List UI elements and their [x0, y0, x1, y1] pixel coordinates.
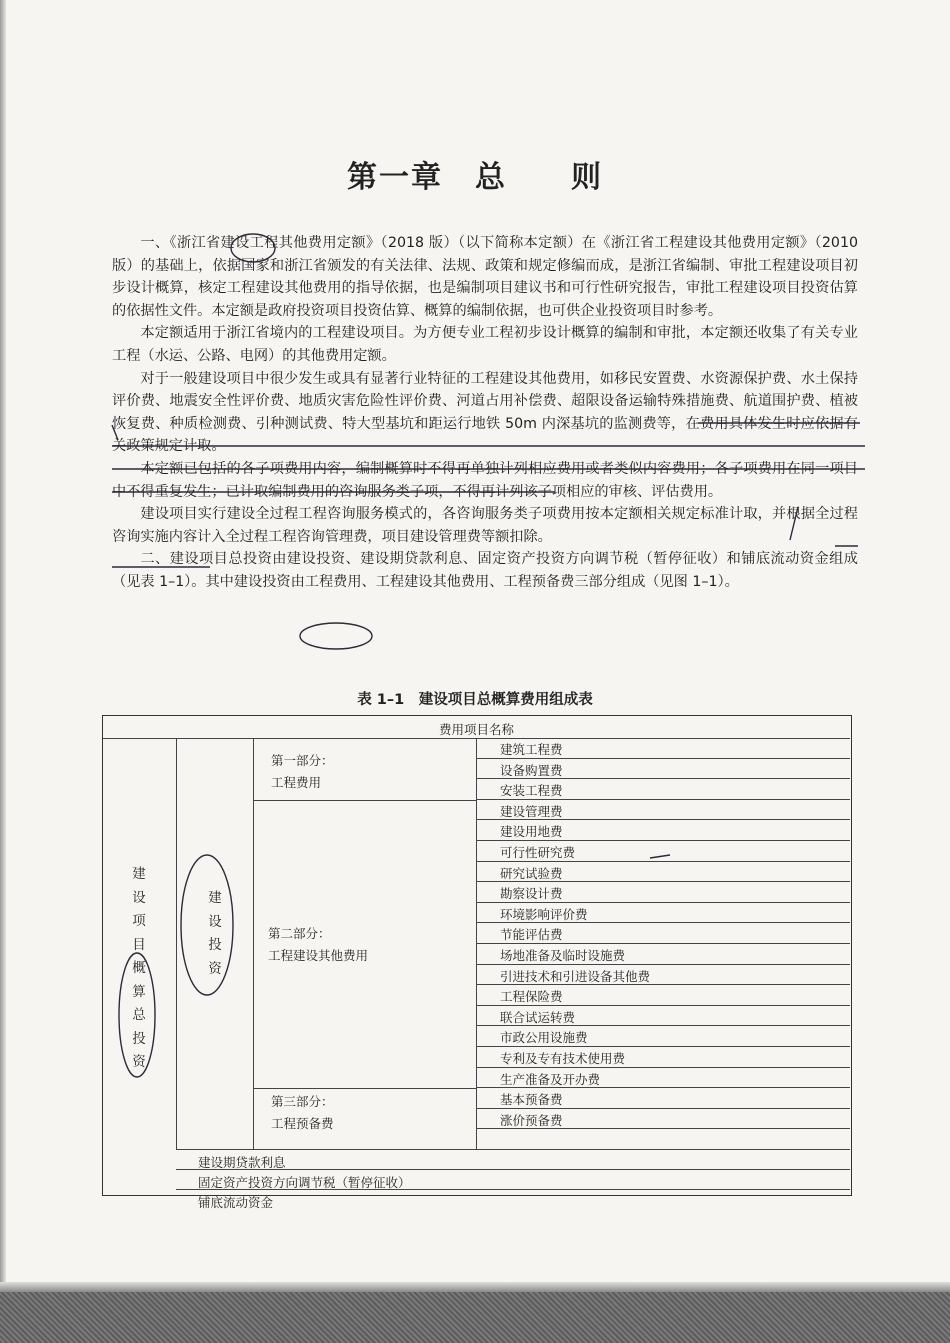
col-total-investment-char: 建 — [132, 866, 146, 882]
table-cell-item: 引进技术和引进设备其他费 — [500, 968, 651, 984]
col-construction-investment-label — [205, 887, 225, 981]
row-working-capital: 铺底流动资金 — [198, 1195, 274, 1210]
table-caption: 表 1–1 建设项目总概算费用组成表 — [357, 692, 593, 708]
part3-label — [271, 1091, 334, 1135]
table-row — [476, 1109, 850, 1130]
part1-label — [271, 750, 334, 794]
col-total-investment-char: 项 — [132, 913, 146, 929]
table-row — [476, 985, 850, 1006]
table-cell-item: 勘察设计费 — [500, 886, 563, 902]
circle-mark-2 — [300, 623, 372, 649]
col-total-investment-char: 算 — [132, 983, 146, 1000]
table-row — [476, 882, 850, 903]
table-cell-item: 基本预备费 — [500, 1092, 563, 1108]
scan-bottom-border — [0, 1292, 950, 1343]
table-cell-item: 场地准备及临时设施费 — [500, 948, 626, 963]
table-row — [476, 1088, 850, 1109]
table-row — [476, 738, 850, 759]
col-construction-investment-char: 资 — [208, 960, 222, 977]
table-row — [476, 800, 850, 821]
table-cell-item: 节能评估费 — [500, 927, 563, 943]
table-cell-item: 生产准备及开办费 — [500, 1071, 601, 1087]
table-cell-item: 可行性研究费 — [500, 845, 576, 860]
chapter-body — [112, 232, 858, 594]
table-row — [476, 759, 850, 780]
part1-line2: 工程费用 — [271, 775, 322, 790]
table-row — [476, 1068, 850, 1089]
paragraph-4: 本定额已包括的各子项费用内容，编制概算时不得再单独计列相应费用或者类似内容费用；各子项费用在同一项目中不得重复发生；已计取编制费用的咨询服务类子项，不得再计列该子项相应的审核、评估费用。 — [112, 460, 858, 500]
cost-composition-table — [102, 715, 852, 1210]
table-cell-item: 研究试验费 — [500, 865, 563, 881]
chapter-title-word-2: 则 — [571, 160, 603, 195]
paragraph-6: 二、建设项目总投资由建设投资、建设期贷款利息、固定资产投资方向调节税（暂停征收）和铺底流动资金组成（见表 1–1）。其中建设投资由工程费用、工程建设其他费用、工程预备费三部分组成（见图 1–1）。 — [112, 551, 858, 590]
row-loan-interest: 建设期贷款利息 — [198, 1155, 286, 1170]
col-total-investment-char: 目 — [132, 936, 146, 953]
table-row — [476, 1006, 850, 1027]
table-header: 费用项目名称 — [438, 722, 514, 737]
table-cell-item: 专利及专有技术使用费 — [500, 1051, 626, 1066]
col-construction-investment-char: 投 — [208, 937, 222, 953]
paragraph-5: 建设项目实行建设全过程工程咨询服务模式的，各咨询服务类子项费用按本定额相关规定标准计取，并根据全过程咨询实施内容计入全过程工程咨询管理费，项目建设管理费等额扣除。 — [112, 506, 858, 545]
chapter-title-word-1: 总 — [475, 160, 507, 195]
table-cell-item: 设备购置费 — [500, 762, 563, 778]
table-row — [476, 779, 850, 800]
part2-line1: 第二部分： — [268, 926, 331, 941]
part2-label — [268, 923, 368, 967]
table-row — [476, 1047, 850, 1068]
chapter-number: 第一章 — [347, 160, 443, 195]
col-construction-investment-char: 设 — [208, 913, 222, 930]
col-construction-investment-char: 建 — [208, 890, 222, 906]
table-cell-item: 联合试运转费 — [500, 1009, 576, 1025]
table-cell-item: 市政公用设施费 — [500, 1030, 588, 1046]
col-total-investment-char: 资 — [132, 1054, 146, 1070]
table-row — [476, 944, 850, 965]
scan-shadow — [0, 1282, 950, 1292]
table-row — [476, 965, 850, 986]
paragraph-2: 本定额适用于浙江省境内的工程建设项目。为方便专业工程初步设计概算的编制和审批，本定额还收集了有关专业工程（水运、公路、电网）的其他费用定额。 — [112, 325, 858, 364]
col-total-investment-char: 设 — [132, 889, 146, 906]
table-cell-item: 涨价预备费 — [500, 1112, 563, 1128]
table-row — [476, 820, 850, 841]
part3-line2: 工程预备费 — [271, 1116, 334, 1131]
table-cell-item: 建设管理费 — [500, 803, 563, 819]
table-cell-item: 建设用地费 — [500, 824, 563, 840]
row-adjustment-tax: 固定资产投资方向调节税（暂停征收） — [198, 1175, 411, 1190]
part1-line1: 第一部分： — [271, 753, 334, 768]
table-row — [476, 841, 850, 862]
part3-line1: 第三部分： — [271, 1094, 334, 1109]
col-total-investment-char: 投 — [132, 1030, 146, 1047]
col-total-investment-label — [129, 863, 149, 1075]
col-total-investment-char: 概 — [132, 960, 146, 976]
paragraph-1: 一、《浙江省建设工程其他费用定额》（2018 版）（以下简称本定额）在《浙江省工程建设其他费用定额》（2010 版）的基础上，依据国家和浙江省颁发的有关法律、法规、政策和规定修编而成，是浙江省编制、审批工程建设项目初步设计概算，核定工程建设其他费用的指导依据，也是编制项目建议书和可行性研究报告，审批工程建设项目投资估算的依据性文件。本定额是政府投资项目投资估算、概算的编制依据，也可供企业投资项目时参考。 — [112, 235, 858, 319]
table-cell-item: 建筑工程费 — [500, 742, 563, 757]
table-cell-item: 环境影响评价费 — [500, 906, 588, 922]
table-row — [476, 862, 850, 883]
table-row — [476, 903, 850, 924]
part2-line2: 工程建设其他费用 — [268, 948, 369, 963]
page-edge-shadow — [0, 0, 6, 1343]
paragraph-3: 对于一般建设项目中很少发生或具有显著行业特征的工程建设其他费用，如移民安置费、水资源保护费、水土保持评价费、地震安全性评价费、地质灾害危险性评价费、河道占用补偿费、超限设备运输特殊措施费、航道围护费、植被恢复费、种质检测费、引种测试费、特大型基坑和距运行地铁 50m 内深基坑的监测费等，在费用具体发生时应依据有关政策规定计取。 — [112, 370, 858, 455]
table-cell-item: 工程保险费 — [500, 989, 563, 1005]
chapter-title — [0, 152, 950, 196]
table-cell-item: 安装工程费 — [500, 783, 563, 799]
col-total-investment-char: 总 — [132, 1007, 146, 1023]
table-row — [476, 1026, 850, 1047]
table-row — [476, 923, 850, 944]
